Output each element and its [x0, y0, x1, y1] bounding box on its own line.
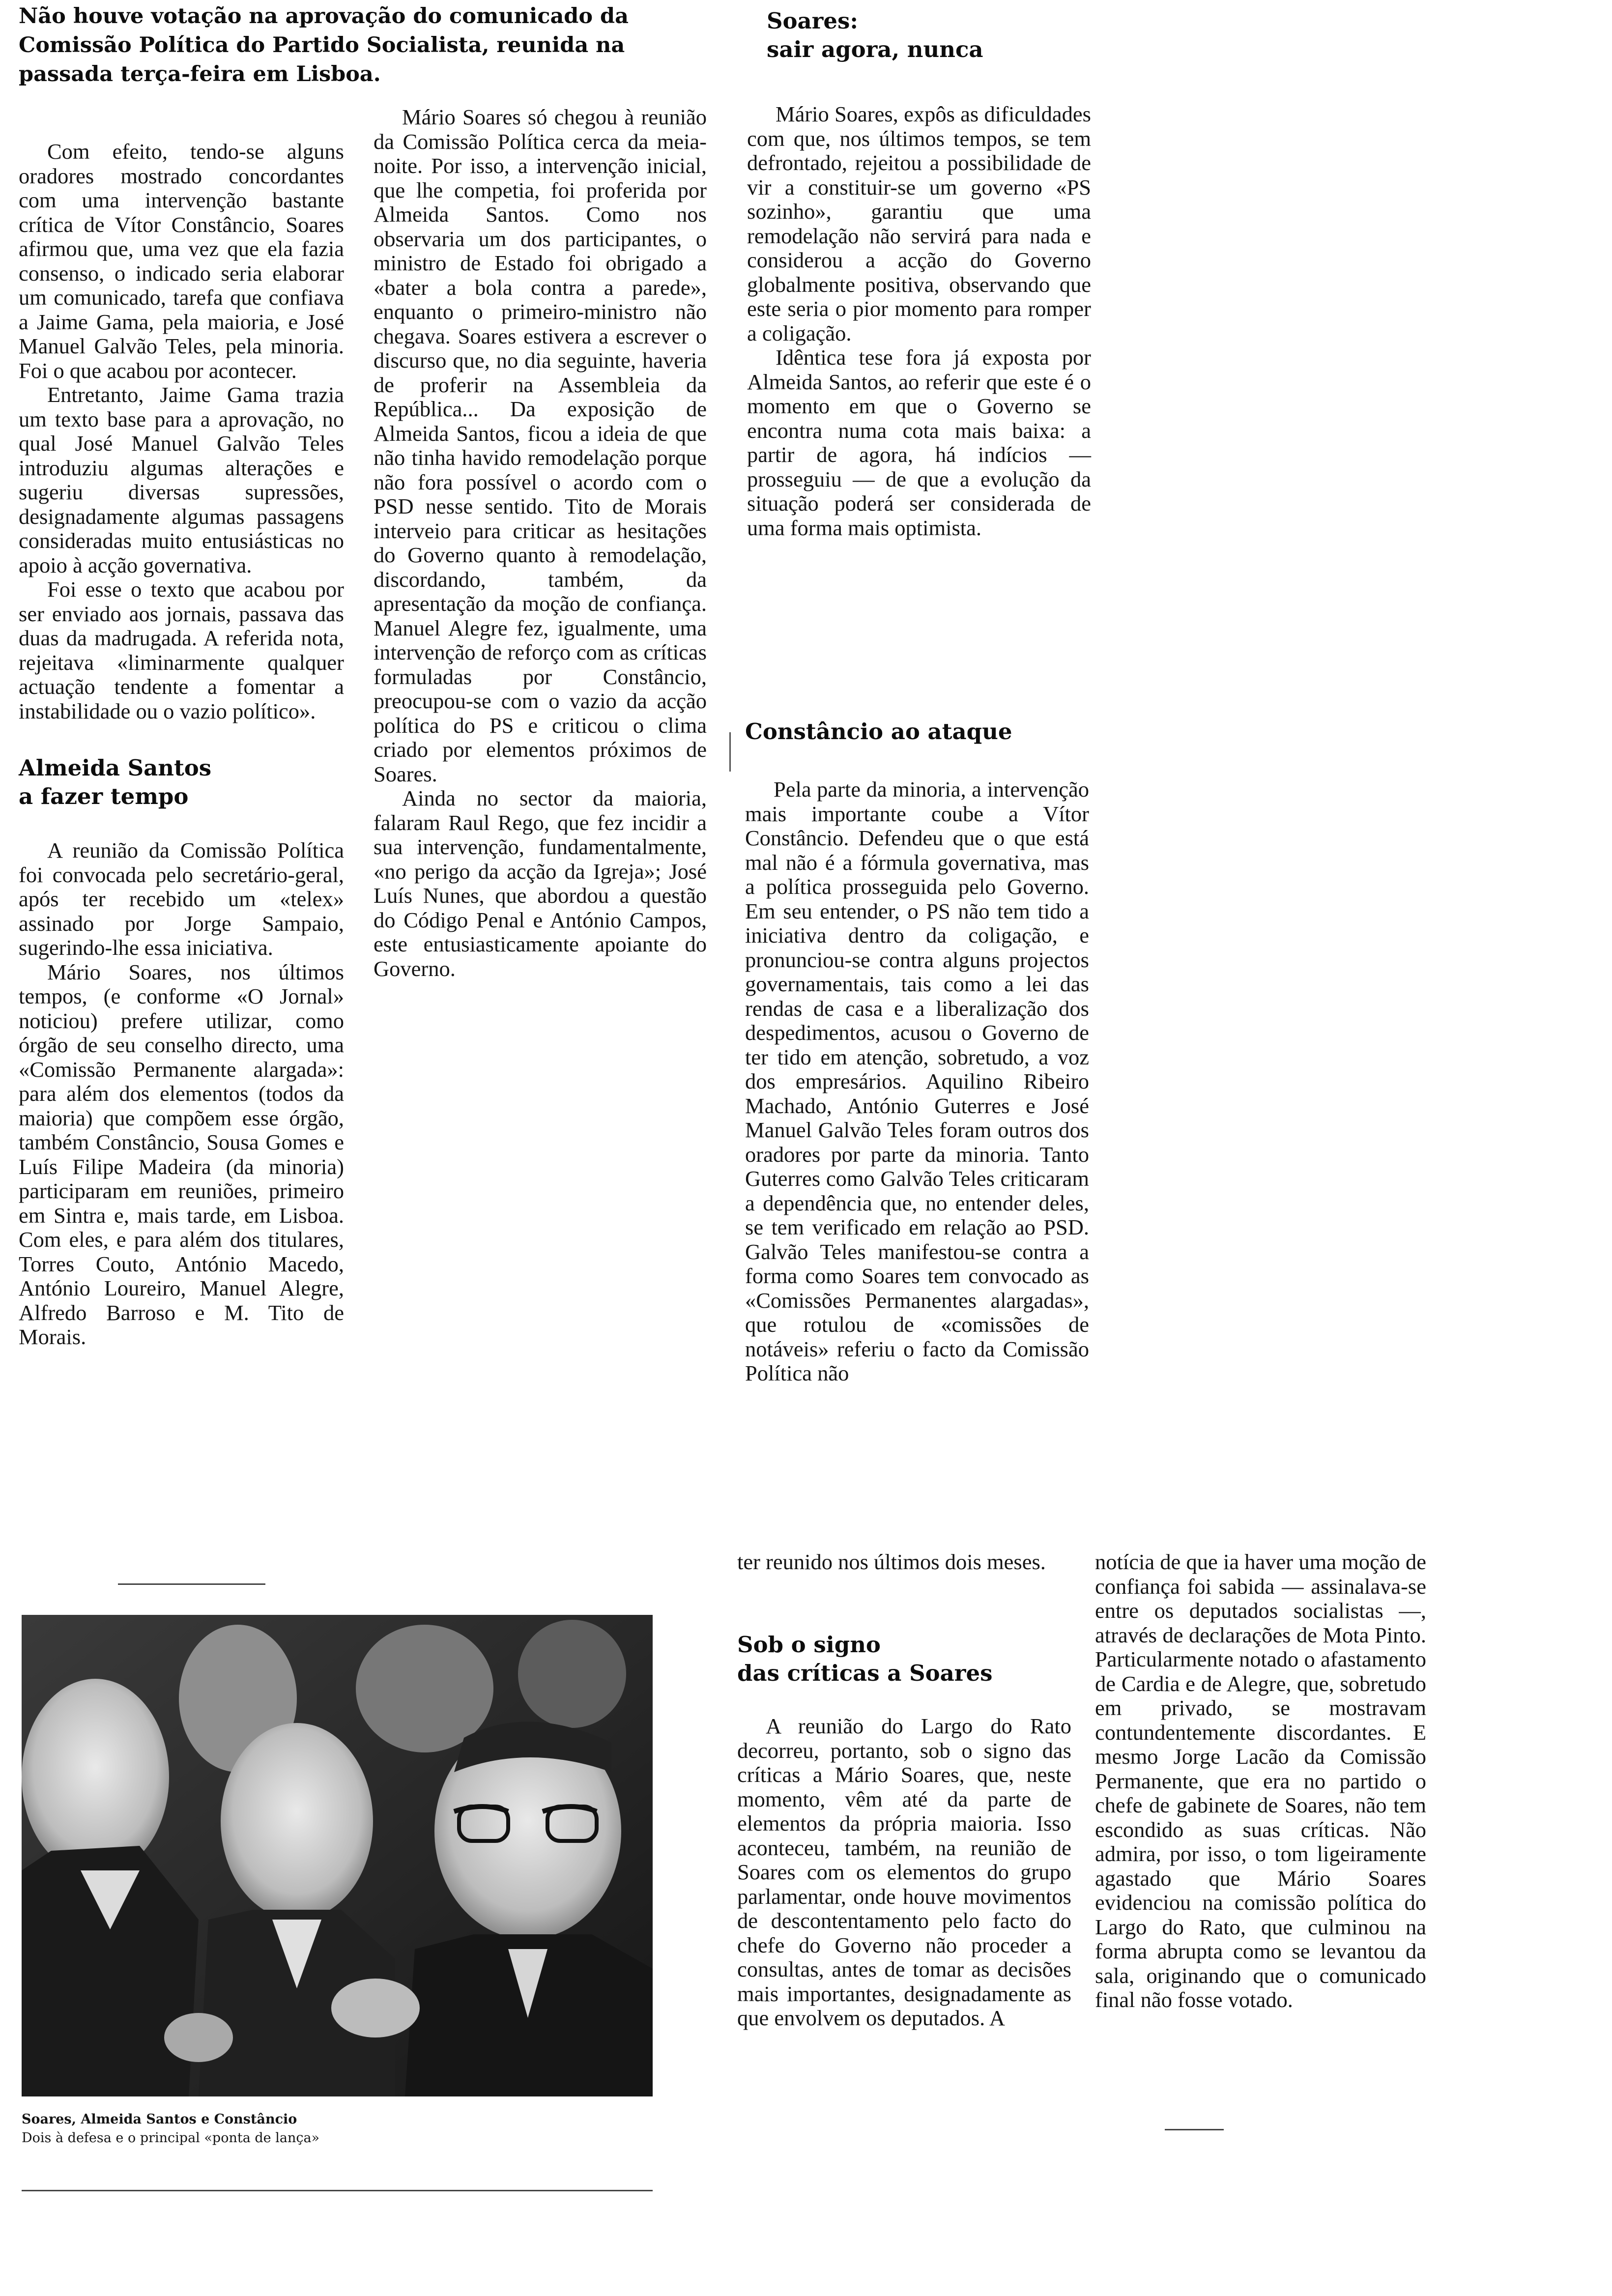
caption-line-2: Dois à defesa e o principal «ponta de lança» — [22, 2130, 320, 2146]
caption-line-1: Soares, Almeida Santos e Constâncio — [22, 2112, 297, 2127]
col3-paragraph-5: A reunião do Largo do Rato decorreu, portanto, sob o signo das críticas a Mário Soares, que, neste momento, vêm até da parte de elementos da própria maioria. Isso aconteceu, também, na reunião de Soares com os elementos do grupo parlamentar, onde houve movimentos de descontentamento pelo facto do chefe do Governo não proceder a consultas, antes de tomar as decisões mais importantes, designadamente as que envolvem os deputados. A — [737, 1714, 1071, 2030]
col1-subheading-line2: a fazer tempo — [19, 783, 189, 809]
column-3-upper — [747, 102, 1091, 540]
col2-paragraph-1: Mário Soares só chegou à reunião da Comissão Política cerca da meia-noite. Por isso, a intervenção inicial, que lhe competia, foi proferida por Almeida Santos. Como nos observaria um dos participantes, o ministro de Estado foi obrigado a «bater a bola contra a parede», enquanto o primeiro-ministro não chegava. Soares estivera a escrever o discurso que, no dia seguinte, haveria de proferir na Assembleia da República... Da exposição de Almeida Santos, ficou a ideia de que não tinha havido remodelação porque não fora possível o acordo com o PSD nesse sentido. Tito de Morais interveio para criticar as hesitações do Governo quanto à remodelação, discordando, também, da apresentação da moção de confiança. Manuel Alegre fez, igualmente, uma intervenção de reforço com as críticas formuladas por Constâncio, preocupou-se com o vazio da acção política do PS e criticou o clima criado por elementos próximos de Soares. — [374, 105, 707, 786]
col2-paragraph-2: Ainda no sector da maioria, falaram Raul Rego, que fez incidir a sua intervenção, fundamentalmente, «no perigo da acção da Igreja»; José Luís Nunes, que abordou a questão do Código Penal e António Campos, este entusiasticamente apoiante do Governo. — [374, 786, 707, 981]
photo-caption — [22, 2110, 653, 2148]
column-1 — [19, 140, 344, 1349]
column-3-bottom — [737, 1714, 1071, 2031]
col1-subheading-line1: Almeida Santos — [19, 755, 212, 781]
col3-paragraph-2: Idêntica tese fora já exposta por Almeida Santos, ao referir que este é o momento em que o Governo se encontra numa cota mais baixa: a partir de agora, há indícios — prosseguiu — de que a evolução da situação poderá ser considerada de uma forma mais optimista. — [747, 345, 1091, 540]
col3-subheading-3-line1: Sob o signo — [737, 1632, 881, 1658]
col3-paragraph-4: ter reunido nos últimos dois meses. — [737, 1550, 1046, 1574]
column-4 — [1095, 1550, 1426, 2012]
col3-paragraph-3: Pela parte da minoria, a intervenção mais importante coube a Vítor Constâncio. Defendeu que o que está mal não é a fórmula governativa, mas a política prosseguida pelo Governo. Em seu entender, o PS não tem tido a iniciativa dentro da coligação, e pronunciou-se contra alguns projectos governamentais, tais como a lei das rendas de casa e a liberalização dos despedimentos, acusou o Governo de ter tido em atenção, sobretudo, a voz dos empresários. Aquilino Ribeiro Machado, António Guterres e José Manuel Galvão Teles foram outros dos oradores por parte da minoria. Tanto Guterres como Galvão Teles criticaram a dependência que, no entender deles, se tem verificado em relação ao PSD. Galvão Teles manifestou-se contra a forma como Soares tem convocado as «Comissões Permanentes alargadas», que rotulou de «comissões de notáveis» referiu o facto da Comissão Política não — [745, 777, 1089, 1385]
rule-col1-end — [118, 1583, 265, 1585]
col4-paragraph-1: notícia de que ia haver uma moção de confiança foi sabida — assinalava-se entre os deputados socialistas —, através de declarações de Mota Pinto. Particularmente notado o afastamento de Cardia e de Alegre, que, sobretudo em privado, se mostravam contundentemente discordantes. E mesmo Jorge Lacão da Comissão Permanente, que era no partido o chefe de gabinete de Soares, não tem escondido as suas críticas. Não admira, por isso, o tom ligeiramente agastado que Mário Soares evidenciou na comissão política do Largo do Rato, que culminou na forma abrupta como se levantou da sala, originando que o comunicado final não fosse votado. — [1095, 1550, 1426, 2012]
col3-subheading-3-line2: das críticas a Soares — [737, 1660, 993, 1686]
press-photo — [22, 1615, 653, 2096]
column-2 — [374, 105, 707, 981]
col3-paragraph-1: Mário Soares, expôs as dificuldades com que, nos últimos tempos, se tem defrontado, rejeitou a possibilidade de vir a constituir-se um governo «PS sozinho», garantiu que uma remodelação não servirá para nada e considerou a acção do Governo globalmente positiva, observando que este seria o pior momento para romper a coligação. — [747, 102, 1091, 345]
col1-paragraph-3: Foi esse o texto que acabou por ser enviado aos jornais, passava das duas da madrugada. A referida nota, rejeitava «liminarmente qualquer actuação tendente a fomentar a instabilidade ou o vazio político». — [19, 577, 344, 723]
col3-subheading-3 — [737, 1631, 1071, 1688]
column-3-lower — [737, 1550, 1071, 1575]
col1-paragraph-1: Com efeito, tendo-se alguns oradores mostrado concordantes com uma intervenção bastante crítica de Vítor Constâncio, Soares afirmou que, uma vez que ela fazia consenso, o indicado seria elaborar um comunicado, tarefa que confiava a Jaime Gama, pela maioria, e José Manuel Galvão Teles, pela minoria. Foi o que acabou por acontecer. — [19, 139, 344, 383]
column-rule — [729, 732, 731, 772]
col1-paragraph-5: Mário Soares, nos últimos tempos, (e conforme «O Jornal» noticiou) prefere utilizar, como órgão de seu conselho directo, uma «Comissão Permanente alargada»: para além dos elementos (todos da maioria) que compõem esse órgão, também Constâncio, Sousa Gomes e Luís Filipe Madeira (da minoria) participaram em reuniões, primeiro em Sintra e, mais tarde, em Lisboa. Com eles, e para além dos titulares, Torres Couto, António Macedo, António Loureiro, Manuel Alegre, Alfredo Barroso e M. Tito de Morais. — [19, 959, 344, 1349]
photo-graphic — [22, 1615, 653, 2096]
lead-paragraph: Não houve votação na aprovação do comunicado da Comissão Política do Partido Socialista, reunida na passada terça-feira em Lisboa. — [19, 4, 629, 86]
col3-subheading-line2: sair agora, nunca — [767, 36, 983, 62]
col3-subheading — [767, 7, 1091, 64]
col3-subheading-line1: Soares: — [767, 8, 858, 34]
col1-subheading — [19, 754, 344, 811]
rule-caption-bottom — [22, 2190, 653, 2191]
col1-paragraph-4: A reunião da Comissão Política foi convocada pelo secretário-geral, após ter recebido um «telex» assinado por Jorge Sampaio, sugerindo-lhe essa iniciativa. — [19, 838, 344, 960]
rule-col4-end — [1165, 2129, 1224, 2130]
col1-paragraph-2: Entretanto, Jaime Gama trazia um texto base para a aprovação, no qual José Manuel Galvão Teles introduziu algumas alterações e sugeriu diversas supressões, designadamente algumas passagens consideradas muito entusiásticas no apoio à acção governativa. — [19, 382, 344, 577]
col3-subheading-2: Constâncio ao ataque — [745, 718, 1012, 745]
column-3-middle — [745, 777, 1089, 1386]
